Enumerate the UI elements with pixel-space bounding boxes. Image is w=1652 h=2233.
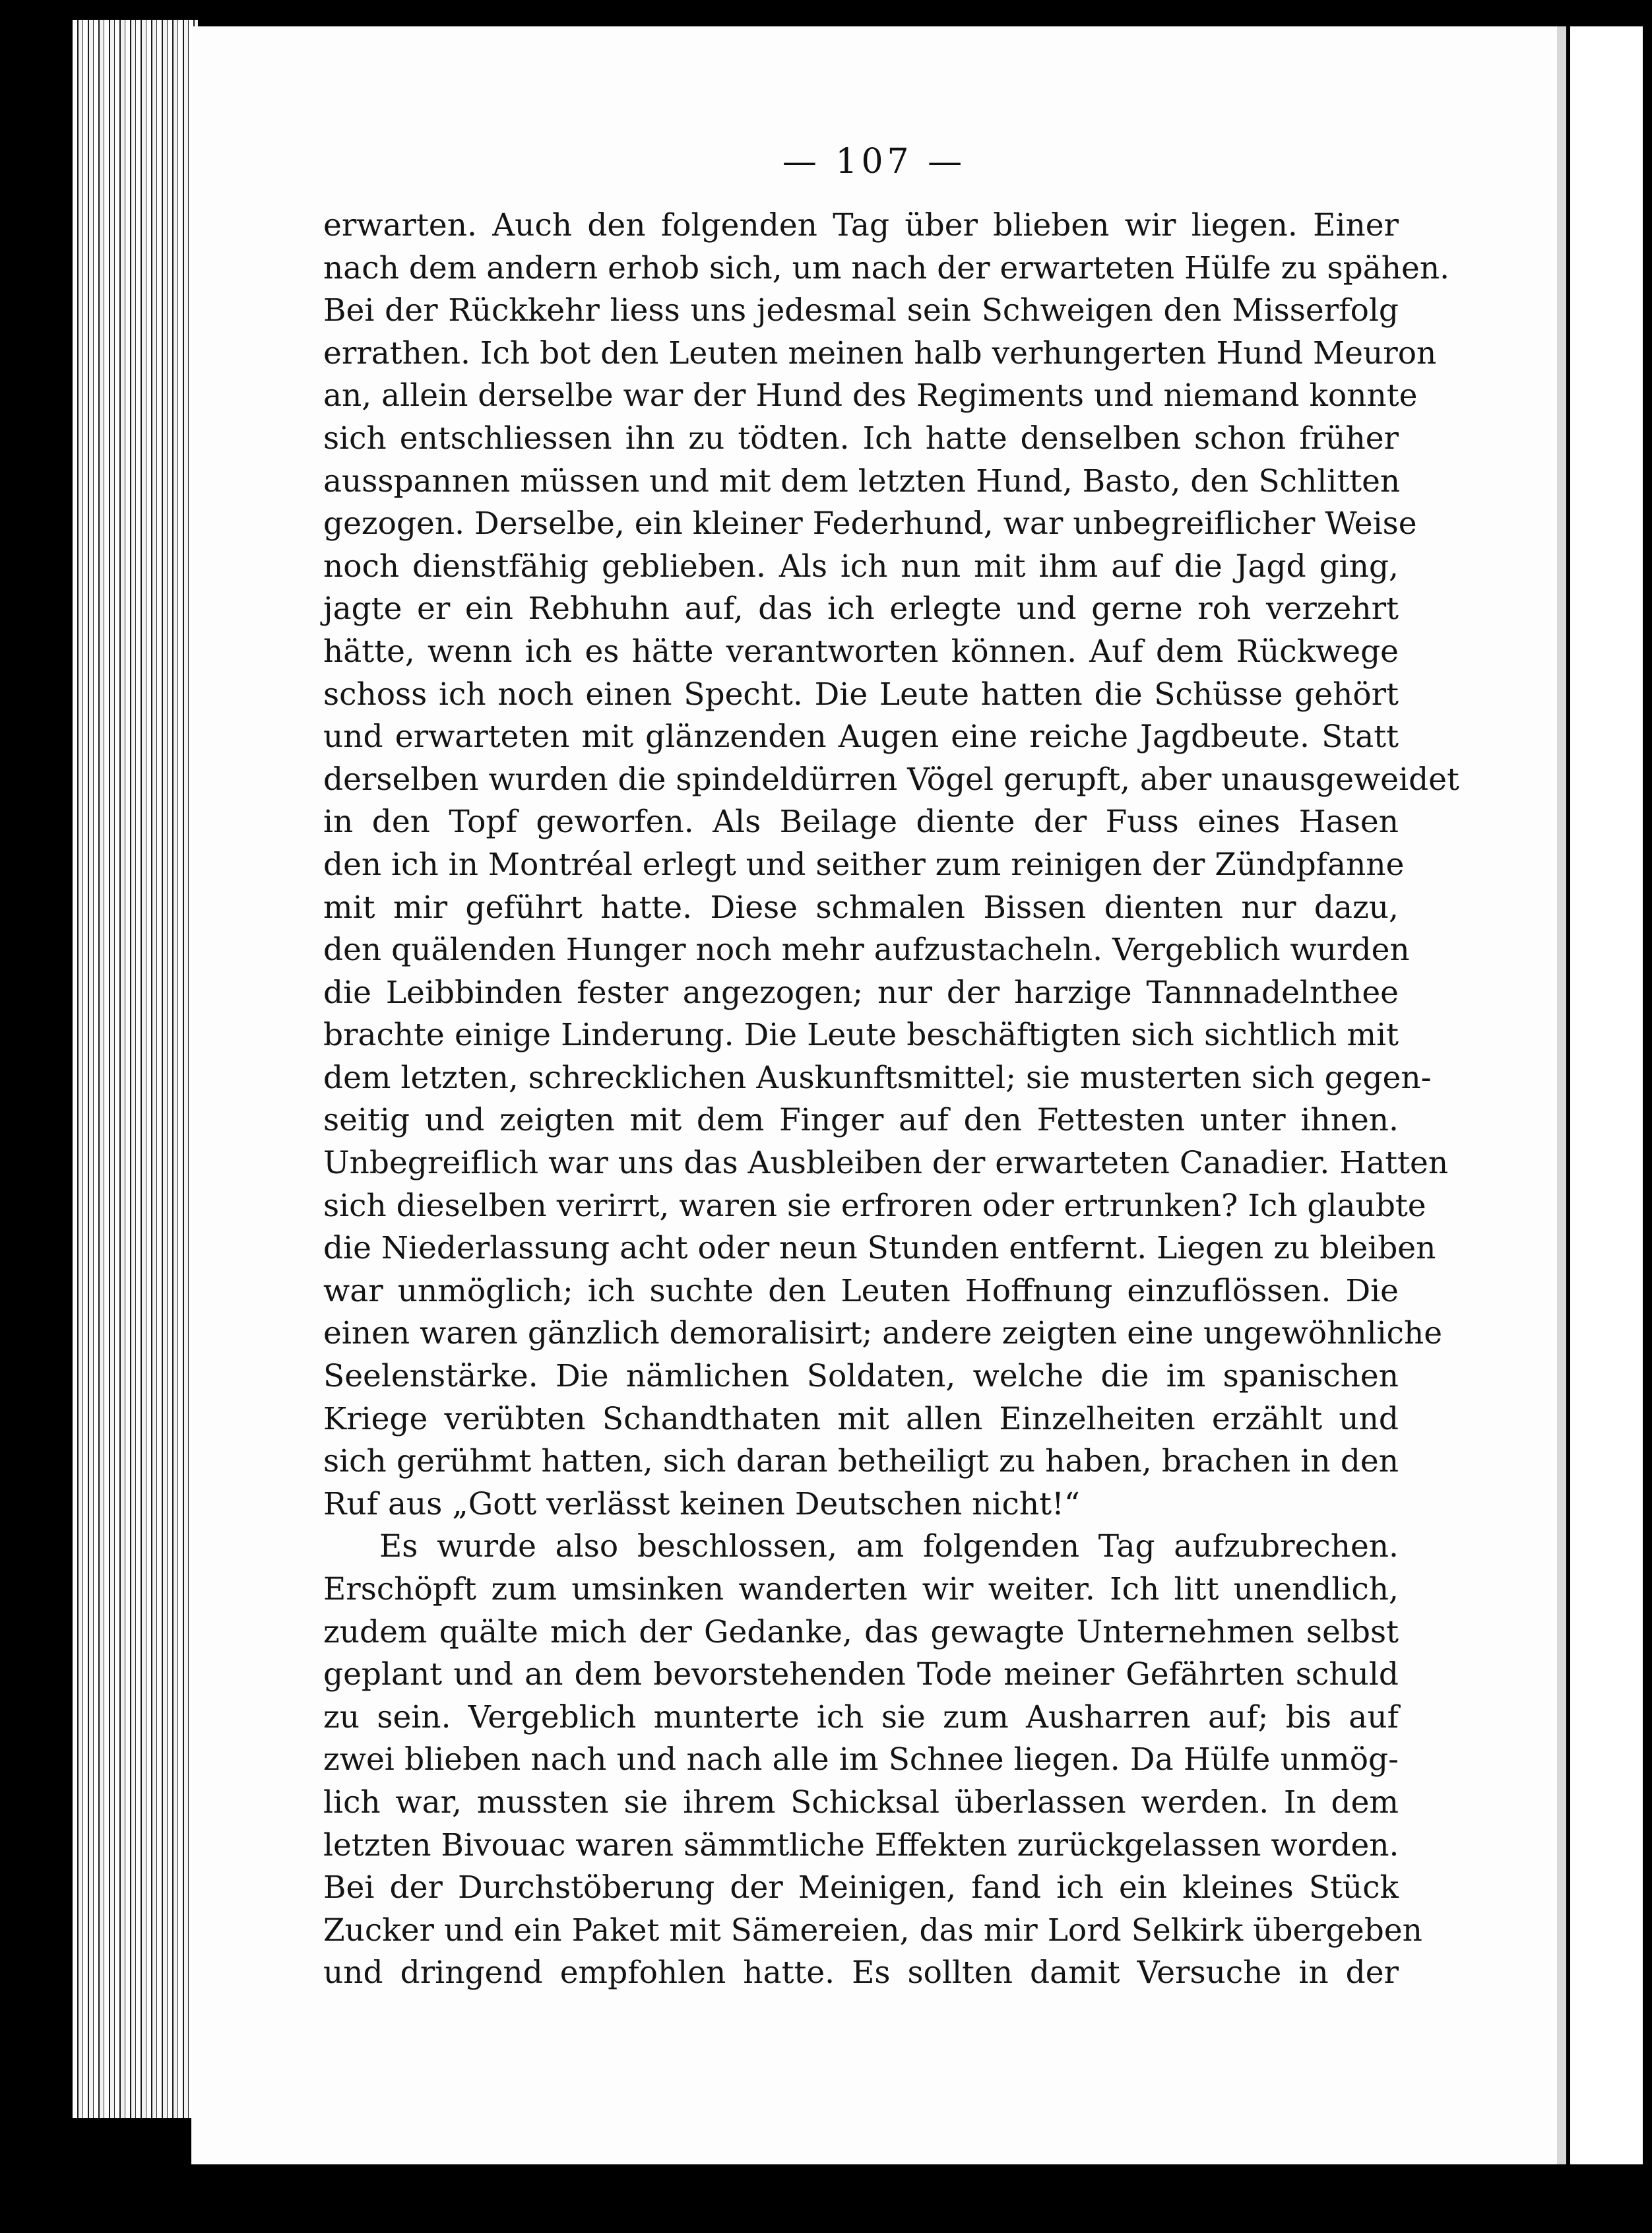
text-line: und dringend empfohlen hatte. Es sollten damit Versuche in der (323, 1955, 1399, 1991)
text-line: an, allein derselbe war der Hund des Regiments und niemand konnte (323, 377, 1418, 414)
text-line: seitig und zeigten mit dem Finger auf den Fettesten unter ihnen. (323, 1102, 1399, 1139)
text-line: Ruf aus „Gott verlässt keinen Deutschen nicht!“ (323, 1485, 1080, 1522)
text-line: jagte er ein Rebhuhn auf, das ich erlegte und gerne roh verzehrt (323, 591, 1399, 628)
text-line: nach dem andern erhob sich, um nach der erwarteten Hülfe zu spähen. (323, 249, 1450, 286)
page-fold-shadow (1557, 26, 1566, 2164)
text-line: sich dieselben verirrt, waren sie erfroren oder ertrunken? Ich glaubte (323, 1187, 1426, 1224)
text-line: Es wurde also beschlossen, am folgenden Tag aufzubrechen. (379, 1528, 1399, 1565)
text-line: Kriege verübten Schandthaten mit allen Einzelheiten erzählt und (323, 1400, 1399, 1437)
page-number: — 107 — (782, 142, 967, 181)
text-line: errathen. Ich bot den Leuten meinen halb verhungerten Hund Meuron (323, 335, 1437, 372)
text-line: und erwarteten mit glänzenden Augen eine reiche Jagdbeute. Statt (323, 719, 1399, 756)
book-page-edges (73, 20, 198, 2118)
text-line: Unbegreiflich war uns das Ausbleiben der erwarteten Canadier. Hatten (323, 1145, 1449, 1182)
text-line: erwarten. Auch den folgenden Tag über blieben wir liegen. Einer (323, 207, 1399, 243)
text-line: Bei der Rückkehr liess uns jedesmal sein Schweigen den Misserfolg (323, 292, 1399, 329)
text-line: Erschöpft zum umsinken wanderten wir weiter. Ich litt unendlich, (323, 1571, 1399, 1607)
text-line: lich war, mussten sie ihrem Schicksal überlassen werden. In dem (323, 1784, 1399, 1821)
text-line: ausspannen müssen und mit dem letzten Hund, Basto, den Schlitten (323, 463, 1401, 500)
text-line: die Niederlassung acht oder neun Stunden entfernt. Liegen zu bleiben (323, 1230, 1436, 1267)
text-line: die Leibbinden fester angezogen; nur der harzige Tannnadelnthee (323, 974, 1399, 1011)
text-line: zu sein. Vergeblich munterte ich sie zum Ausharren auf; bis auf (323, 1699, 1399, 1735)
text-line: brachte einige Linderung. Die Leute beschäftigten sich sichtlich mit (323, 1017, 1399, 1054)
opposite-page-margin (1570, 26, 1643, 2164)
text-line: noch dienstfähig geblieben. Als ich nun mit ihm auf die Jagd ging, (323, 548, 1399, 585)
text-line: derselben wurden die spindeldürren Vögel gerupft, aber unausgeweidet (323, 761, 1459, 798)
text-line: den quälenden Hunger noch mehr aufzustacheln. Vergeblich wurden (323, 932, 1410, 969)
text-line: in den Topf geworfen. Als Beilage diente der Fuss eines Hasen (323, 804, 1399, 841)
text-line: dem letzten, schrecklichen Auskunftsmittel; sie musterten sich gegen- (323, 1059, 1432, 1096)
text-line: sich gerühmt hatten, sich daran betheiligt zu haben, brachen in den (323, 1443, 1399, 1480)
text-line: gezogen. Derselbe, ein kleiner Federhund, war unbegreiflicher Weise (323, 505, 1417, 542)
text-line: den ich in Montréal erlegt und seither zum reinigen der Zündpfanne (323, 846, 1405, 883)
text-line: Seelenstärke. Die nämlichen Soldaten, welche die im spanischen (323, 1358, 1399, 1395)
text-line: letzten Bivouac waren sämmtliche Effekten zurückgelassen worden. (323, 1827, 1399, 1863)
page-text (323, 205, 1459, 1995)
text-line: Zucker und ein Paket mit Sämereien, das mir Lord Selkirk übergeben (323, 1912, 1422, 1949)
text-line: Bei der Durchstöberung der Meinigen, fand ich ein kleines Stück (323, 1869, 1399, 1906)
text-line: zudem quälte mich der Gedanke, das gewagte Unternehmen selbst (323, 1613, 1399, 1650)
text-line: geplant und an dem bevorstehenden Tode meiner Gefährten schuld (323, 1656, 1399, 1693)
text-line: sich entschliessen ihn zu tödten. Ich hatte denselben schon früher (323, 420, 1399, 457)
text-line: zwei blieben nach und nach alle im Schnee liegen. Da Hülfe unmög- (323, 1741, 1399, 1778)
book-page (191, 26, 1557, 2164)
text-line: war unmöglich; ich suchte den Leuten Hoffnung einzuflössen. Die (323, 1272, 1399, 1309)
text-line: mit mir geführt hatte. Diese schmalen Bissen dienten nur dazu, (323, 889, 1399, 926)
text-line: schoss ich noch einen Specht. Die Leute hatten die Schüsse gehört (323, 676, 1399, 713)
text-line: einen waren gänzlich demoralisirt; andere zeigten eine ungewöhnliche (323, 1315, 1443, 1352)
text-line: hätte, wenn ich es hätte verantworten können. Auf dem Rückwege (323, 633, 1399, 670)
